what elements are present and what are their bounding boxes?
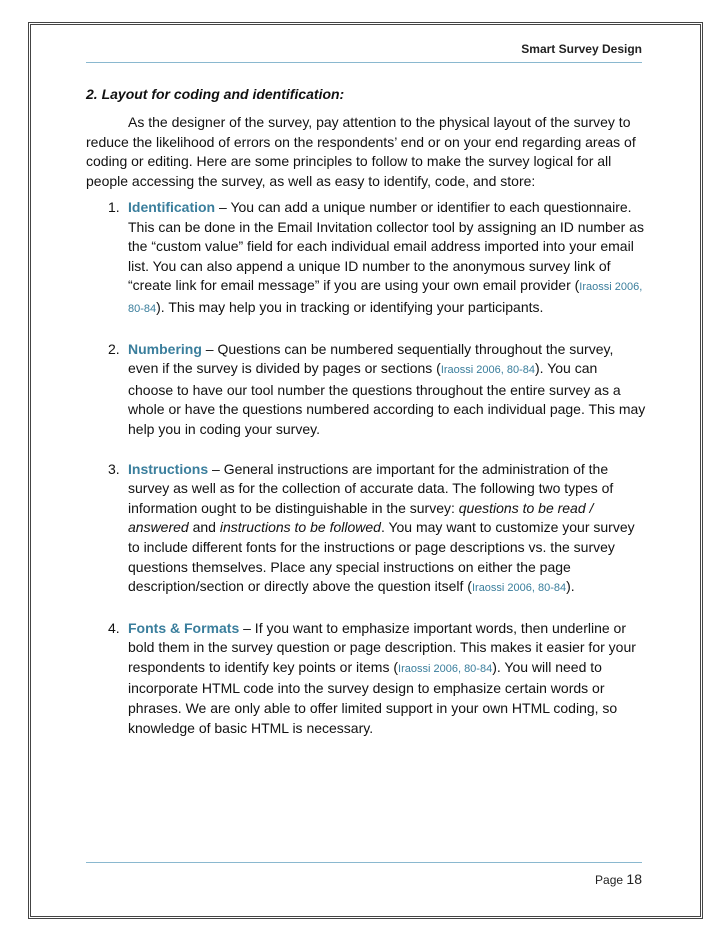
list-item-instructions <box>86 460 646 599</box>
page-number <box>595 871 642 887</box>
item-text: – You can add a unique number or identifier to each questionnaire. This can be done in the Email Invitation collector tool by assigning an ID number as the “custom value” field for each individual email address imported into your email list. You can also append a unique ID number to the anonymous survey link of “create link for email message” if you are using your own email provider ( <box>128 199 644 294</box>
page-number-value: 18 <box>626 871 642 887</box>
header-rule <box>86 62 642 63</box>
item-text-end: ). <box>566 578 575 595</box>
item-text-end: ). You will need to incorporate HTML code into the survey design to emphasize certain words or phrases. We are only able to offer limited support in your own HTML coding, so knowledge of basic HTML is necessary. <box>128 658 618 736</box>
item-term: Instructions <box>128 460 209 477</box>
item-number: 3. <box>108 460 120 477</box>
item-number: 1. <box>108 199 120 215</box>
footer-rule <box>86 862 642 863</box>
item-text-end: ). This may help you in tracking or identifying your participants. <box>156 298 544 315</box>
item-term: Identification <box>128 199 216 215</box>
item-emphasis: instructions to be followed <box>219 519 381 536</box>
item-term: Numbering <box>128 340 202 357</box>
item-term: Fonts & Formats <box>128 619 240 636</box>
item-text: – If you want to emphasize important words, then underline or bold them in the survey question or page description. This makes it easier for your respondents to identify key points or items ( <box>128 619 636 675</box>
principles-list <box>86 198 646 758</box>
citation: Iraossi 2006, 80-84 <box>471 582 567 595</box>
list-item-fonts-formats <box>86 619 646 739</box>
intro-paragraph: As the designer of the survey, pay attention to the physical layout of the survey to reduce the likelihood of errors on the respondents’ end or on your end regarding areas of coding or editing. Here are some principles to follow to make the survey logical for all people accessing the survey, as well as easy to identify, code, and store: <box>86 114 636 189</box>
item-number: 2. <box>108 340 120 357</box>
item-text-end: ). You can choose to have our tool number the questions throughout the entire survey as a whole or have the questions numbered according to each individual page. This may help you in coding your survey. <box>128 360 646 437</box>
citation: Iraossi 2006, 80-84 <box>440 364 535 377</box>
page-label: Page <box>595 873 624 887</box>
citation: Iraossi 2006, 80-84 <box>128 281 643 315</box>
item-emphasis: questions to be read / answered <box>128 499 594 536</box>
item-text: – Questions can be numbered sequentially throughout the survey, even if the survey is divided by pages or sections ( <box>128 340 614 377</box>
item-text-mid: and <box>188 519 220 536</box>
item-text: – General instructions are important for the administration of the survey as well as for the collection of accurate data. The following two types of information ought to be distinguishable in the survey: <box>128 460 614 516</box>
citation: Iraossi 2006, 80-84 <box>398 662 493 675</box>
list-item-identification <box>86 198 646 320</box>
list-item-numbering <box>86 340 646 440</box>
section-title: 2. Layout for coding and identification: <box>86 86 345 102</box>
item-text-cont: . You may want to customize your survey to include different fonts for the instructions or page descriptions vs. the survey questions themselves. Place any special instructions on either the page description/section or directly above the question itself ( <box>128 519 635 595</box>
header-title: Smart Survey Design <box>521 42 642 56</box>
item-number: 4. <box>108 619 120 636</box>
